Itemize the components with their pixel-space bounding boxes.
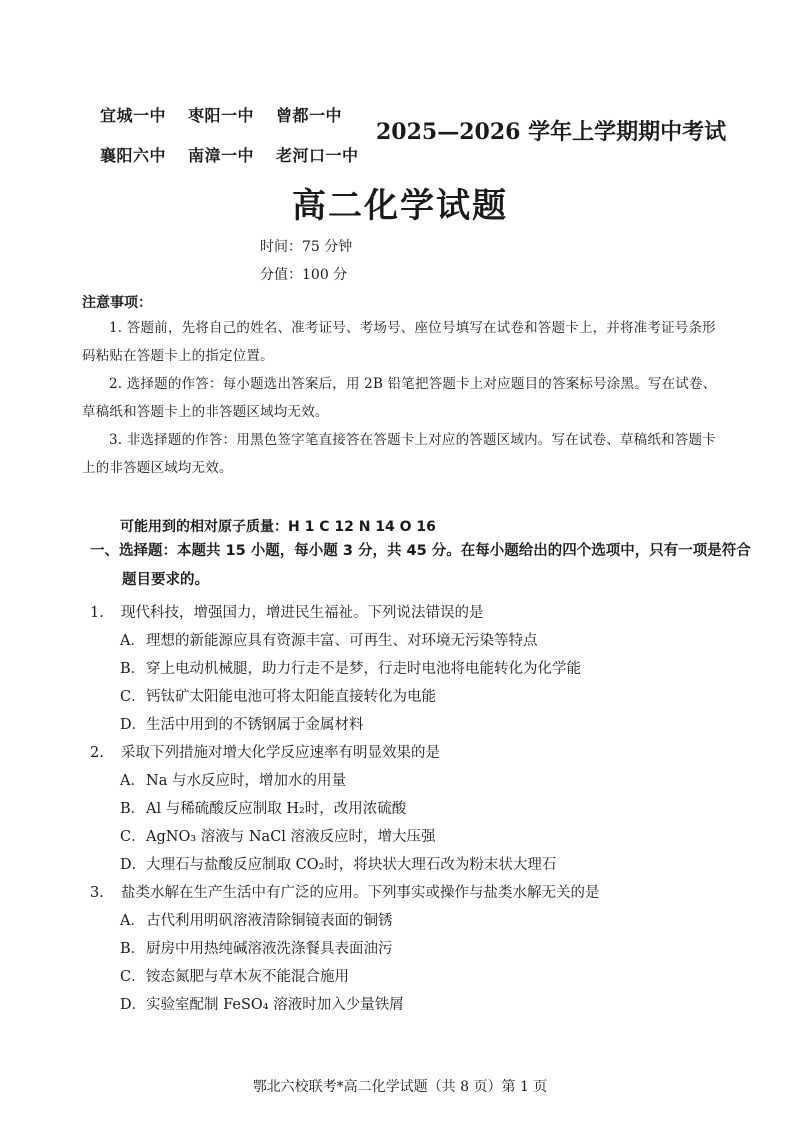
- option-text: 铵态氮肥与草木灰不能混合施用: [146, 969, 349, 985]
- option-label: D．: [120, 997, 147, 1013]
- answer-option: [120, 629, 538, 650]
- option-text: 大理石与盐酸反应制取 CO₂时，将块状大理石改为粉末状大理石: [146, 857, 557, 873]
- notice-item: 2. 选择题的作答：每小题选出答案后，用 2B 铅笔把答题卡上对应题目的答案标号涂黑。写在试卷、草稿纸和答题卡上的非答题区域均无效。: [82, 376, 717, 420]
- option-text: 穿上电动机械腿，助力行走不是梦，行走时电池将电能转化为化学能: [146, 661, 581, 677]
- answer-option: [120, 965, 349, 986]
- option-label: D．: [120, 857, 147, 873]
- option-text: 理想的新能源应具有资源丰富、可再生、对环境无污染等特点: [146, 633, 538, 649]
- answer-option: [120, 713, 364, 734]
- question-text: 盐类水解在生产生活中有广泛的应用。下列事实或操作与盐类水解无关的是: [121, 885, 600, 901]
- option-text: Al 与稀硫酸反应制取 H₂时，改用浓硫酸: [146, 801, 407, 817]
- option-text: 古代利用明矾溶液清除铜镜表面的铜锈: [146, 913, 393, 929]
- section-heading: 一、选择题：本题共 15 小题，每小题 3 分，共 45 分。在每小题给出的四个选项中，只有一项是符合题目要求的。: [90, 543, 751, 588]
- option-text: 厨房中用热纯碱溶液洗涤餐具表面油污: [146, 941, 393, 957]
- question-stem: [90, 601, 484, 622]
- option-text: Na 与水反应时，增加水的用量: [146, 773, 346, 789]
- answer-option: [120, 909, 393, 930]
- school-name: 襄阳六中: [100, 146, 167, 165]
- subject-title: 高二化学试题: [292, 186, 508, 226]
- option-label: C．: [120, 829, 146, 845]
- school-name: 南漳一中: [188, 146, 255, 165]
- answer-option: [120, 657, 581, 678]
- answer-option: [120, 853, 556, 874]
- exam-score: 分值：100 分: [260, 267, 348, 283]
- school-name: 曾都一中: [276, 106, 343, 125]
- answer-option: [120, 825, 436, 846]
- option-label: C．: [120, 689, 146, 705]
- question-number: 2.: [90, 745, 104, 761]
- notice-item: 1. 答题前，先将自己的姓名、准考证号、考场号、座位号填写在试卷和答题卡上，并将准考证号条形码粘贴在答题卡上的指定位置。: [82, 320, 716, 364]
- question-text: 现代科技，增强国力，增进民生福祉。下列说法错误的是: [121, 605, 484, 621]
- option-text: 实验室配制 FeSO₄ 溶液时加入少量铁屑: [146, 997, 404, 1013]
- notice-item: 3. 非选择题的作答：用黑色签字笔直接答在答题卡上对应的答题区域内。写在试卷、草稿纸和答题卡上的非答题区域均无效。: [82, 432, 716, 476]
- atomic-masses: 可能用到的相对原子质量：H 1 C 12 N 14 O 16: [120, 519, 436, 535]
- school-name: 枣阳一中: [188, 106, 255, 125]
- exam-title: 2025—2026 学年上学期期中考试: [376, 119, 727, 145]
- school-name: 宜城一中: [100, 106, 167, 125]
- answer-option: [120, 685, 436, 706]
- notice-heading: 注意事项：: [82, 295, 152, 311]
- option-text: AgNO₃ 溶液与 NaCl 溶液反应时，增大压强: [146, 829, 436, 845]
- option-label: B．: [120, 801, 146, 817]
- exam-time: 时间：75 分钟: [260, 239, 353, 255]
- question-stem: [90, 881, 600, 902]
- question-number: 3.: [90, 885, 104, 901]
- option-text: 生活中用到的不锈钢属于金属材料: [146, 717, 364, 733]
- question-text: 采取下列措施对增大化学反应速率有明显效果的是: [121, 745, 440, 761]
- option-label: B．: [120, 941, 146, 957]
- question-stem: [90, 741, 440, 762]
- option-label: A．: [120, 633, 145, 649]
- school-list-row-2: [100, 143, 381, 166]
- question-number: 1.: [90, 605, 104, 621]
- page-footer: 鄂北六校联考*高二化学试题（共 8 页）第 1 页: [252, 1079, 548, 1095]
- option-label: B．: [120, 661, 146, 677]
- option-label: A．: [120, 773, 145, 789]
- option-label: C．: [120, 969, 146, 985]
- option-label: D．: [120, 717, 147, 733]
- option-label: A．: [120, 913, 145, 929]
- answer-option: [120, 993, 404, 1014]
- answer-option: [120, 769, 346, 790]
- school-list-row-1: [100, 103, 364, 126]
- answer-option: [120, 797, 406, 818]
- option-text: 钙钛矿太阳能电池可将太阳能直接转化为电能: [146, 689, 436, 705]
- school-name: 老河口一中: [276, 146, 359, 165]
- answer-option: [120, 937, 393, 958]
